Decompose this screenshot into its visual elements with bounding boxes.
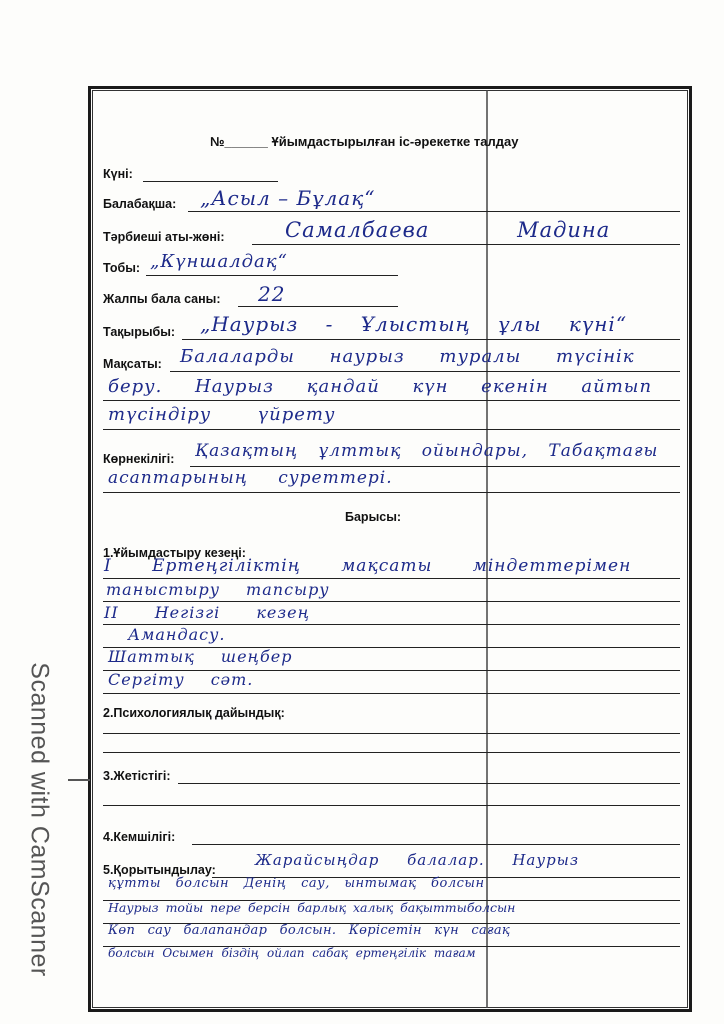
camscanner-watermark: Scanned with CamScanner — [25, 662, 54, 977]
stage5-text-1: Жарайсыңдар балалар. Наурыз — [255, 851, 580, 869]
visual-aids-text-2: асаптарының суреттері. — [108, 468, 393, 488]
children-count-label: Жалпы бала саны: — [103, 292, 221, 306]
progress-heading: Барысы: — [345, 510, 402, 524]
stage1-text-2: таныстыру тапсыру — [106, 580, 330, 599]
topic-line — [182, 339, 680, 340]
visual-aids-line-2 — [103, 492, 680, 493]
teacher-line — [252, 244, 680, 245]
stage5-text-5: болсын Осымен біздің ойлап сабақ ертеңгілік тағам — [108, 946, 476, 960]
stage1-line-6 — [103, 693, 680, 694]
scan-mark — [68, 779, 90, 781]
goal-label: Мақсаты: — [103, 357, 162, 371]
goal-line-2 — [103, 400, 680, 401]
visual-aids-text-1: Қазақтың ұлттық ойындары, Табақтағы — [195, 441, 659, 461]
goal-text-2: беру. Наурыз қандай күн екенін айтып — [108, 376, 653, 397]
topic-value: „Наурыз - Ұлыстың ұлы күні“ — [200, 312, 628, 336]
stage4-line-1 — [192, 844, 680, 845]
stage5-text-2: құтты болсын Денің сау, ынтымақ болсын — [108, 876, 485, 891]
stage3-line-2 — [103, 805, 680, 806]
kindergarten-value: „Асыл – Бұлақ“ — [200, 186, 376, 210]
stage1-text-4: Амандасу. — [128, 625, 226, 644]
stage4-label: 4.Кемшілігі: — [103, 830, 176, 844]
stage2-line-1 — [103, 733, 680, 734]
stage5-text-4: Көп сау балапандар болсын. Көрісетін күн сағақ — [108, 923, 511, 938]
kindergarten-line — [188, 211, 680, 212]
children-count-value: 22 — [258, 282, 286, 306]
goal-text-1: Балаларды наурыз туралы түсінік — [180, 346, 635, 367]
children-count-line — [238, 306, 398, 307]
stage5-text-3: Наурыз тойы пере берсін барлық халық бақыттыболсын — [108, 900, 516, 915]
stage1-text-1: I Ертеңгіліктің мақсаты міндеттерімен — [104, 556, 632, 576]
teacher-label: Тәрбиеші аты-жөні: — [103, 230, 225, 244]
stage1-label: 1.Ұйымдастыру кезеңі: — [103, 546, 246, 560]
stage3-line-1 — [178, 783, 680, 784]
teacher-value: Самалбаева Мадина — [285, 218, 611, 242]
group-label: Тобы: — [103, 261, 141, 275]
stage2-label: 2.Психологиялық дайындық: — [103, 706, 285, 720]
topic-label: Тақырыбы: — [103, 325, 176, 339]
group-line — [146, 275, 398, 276]
group-value: „Күншалдақ“ — [150, 251, 288, 272]
stage1-text-3: II Негізгі кезең — [104, 603, 310, 622]
stage1-line-2 — [103, 601, 680, 602]
date-line — [143, 181, 278, 182]
stage1-text-5: Шаттық шеңбер — [108, 647, 293, 666]
page-title: №______ Ұйымдастырылған іс-әрекетке талдау — [210, 134, 519, 149]
visual-aids-line-1 — [190, 466, 680, 467]
stage5-label: 5.Қорытындылау: — [103, 863, 216, 877]
visual-aids-label: Көрнекілігі: — [103, 452, 175, 466]
date-label: Күні: — [103, 167, 133, 181]
goal-line-3 — [103, 429, 680, 430]
stage3-label: 3.Жетістігі: — [103, 769, 171, 783]
stage2-line-2 — [103, 752, 680, 753]
stage1-text-6: Сергіту сәт. — [108, 670, 254, 689]
goal-text-3: түсіндіру үйрету — [108, 404, 336, 425]
stage1-line-1 — [103, 578, 680, 579]
kindergarten-label: Балабақша: — [103, 197, 177, 211]
goal-line-1 — [170, 371, 680, 372]
